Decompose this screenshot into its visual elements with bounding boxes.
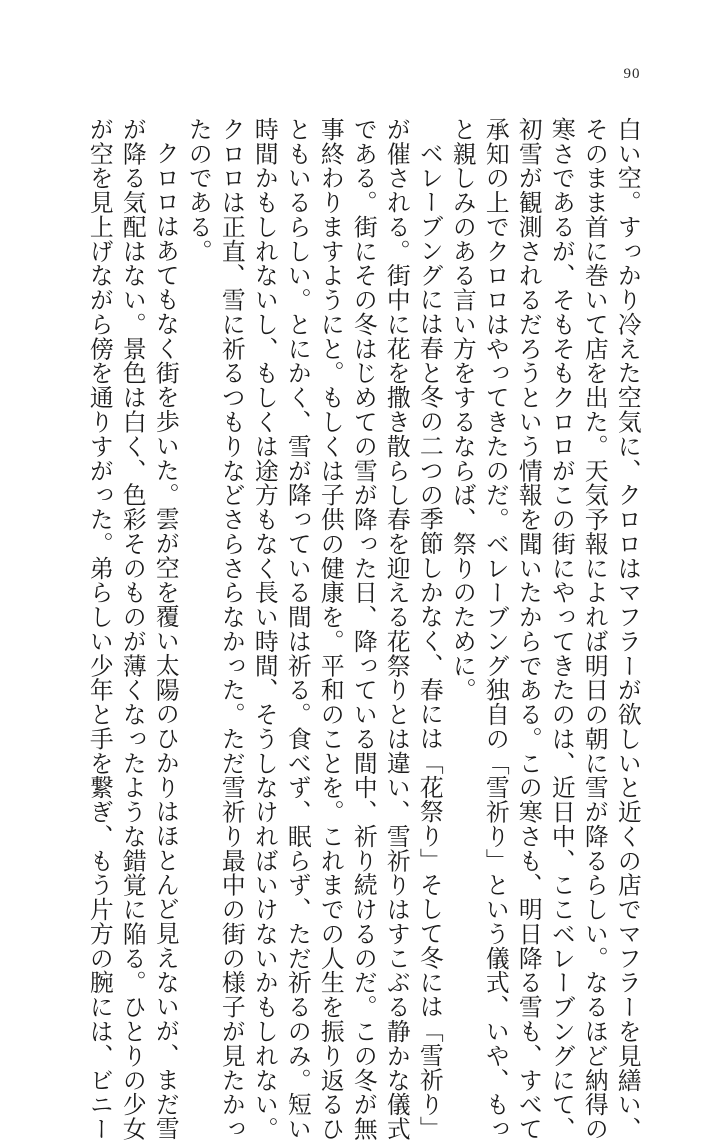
text-line: と親しみのある言い方をするならば、祭りのために。 xyxy=(448,117,477,703)
text-line: 承知の上でクロロはやってきたのだ。ベレーブング独自の「雪祈り」という儀式、いや、もっ xyxy=(481,117,510,1141)
text-line: たのである。 xyxy=(184,117,213,264)
text-line: 寒さであるが、そもそもクロロがこの街にやってきたのは、近日中、ここベレーブングにて、 xyxy=(547,117,576,1141)
text-line: 初雪が観測されるだろうという情報を聞いたからである。この寒さも、明日降る雪も、すべて xyxy=(514,117,543,1141)
text-line: が催される。街中に花を撒き散らし春を迎える花祭りとは違い、雪祈りはすこぶる静かな儀式 xyxy=(382,117,411,1141)
text-line: 白い空。すっかり冷えた空気に、クロロはマフラーが欲しいと近くの店でマフラーを見繕い、 xyxy=(613,117,642,1141)
text-line: が降る気配はない。景色は白く、色彩そのものが薄くなったような錯覚に陥る。ひとりの少女 xyxy=(118,117,147,1141)
text-line: ベレーブングには春と冬の二つの季節しかなく、春には「花祭り」そして冬には「雪祈り」 xyxy=(415,141,444,1141)
text-line: が空を見上げながら傍を通りすがった。弟らしい少年と手を繋ぎ、もう片方の腕には、ビニー xyxy=(85,117,114,1141)
text-line: クロロはあてもなく街を歩いた。雲が空を覆い太陽のひかりはほとんど見えないが、まだ雪 xyxy=(151,141,180,1141)
text-line: ともいるらしい。とにかく、雪が降っている間は祈る。食べず、眠らず、ただ祈るのみ。短い xyxy=(283,117,312,1141)
text-line: 時間かもしれないし、もしくは途方もなく長い時間、そうしなければいけないかもしれない。 xyxy=(250,117,279,1141)
text-line: クロロは正直、雪に祈るつもりなどさらさらなかった。ただ雪祈り最中の街の様子が見たかっ xyxy=(217,117,246,1141)
page-number: 90 xyxy=(623,66,641,82)
text-line: である。街にその冬はじめての雪が降った日、降っている間中、祈り続けるのだ。この冬が無 xyxy=(349,117,378,1141)
text-line: そのまま首に巻いて店を出た。天気予報によれば明日の朝に雪が降るらしい。なるほど納得の xyxy=(580,117,609,1141)
text-line: 事終わりますようにと。もしくは子供の健康を。平和のことを。これまでの人生を振り返るひ xyxy=(316,117,345,1141)
